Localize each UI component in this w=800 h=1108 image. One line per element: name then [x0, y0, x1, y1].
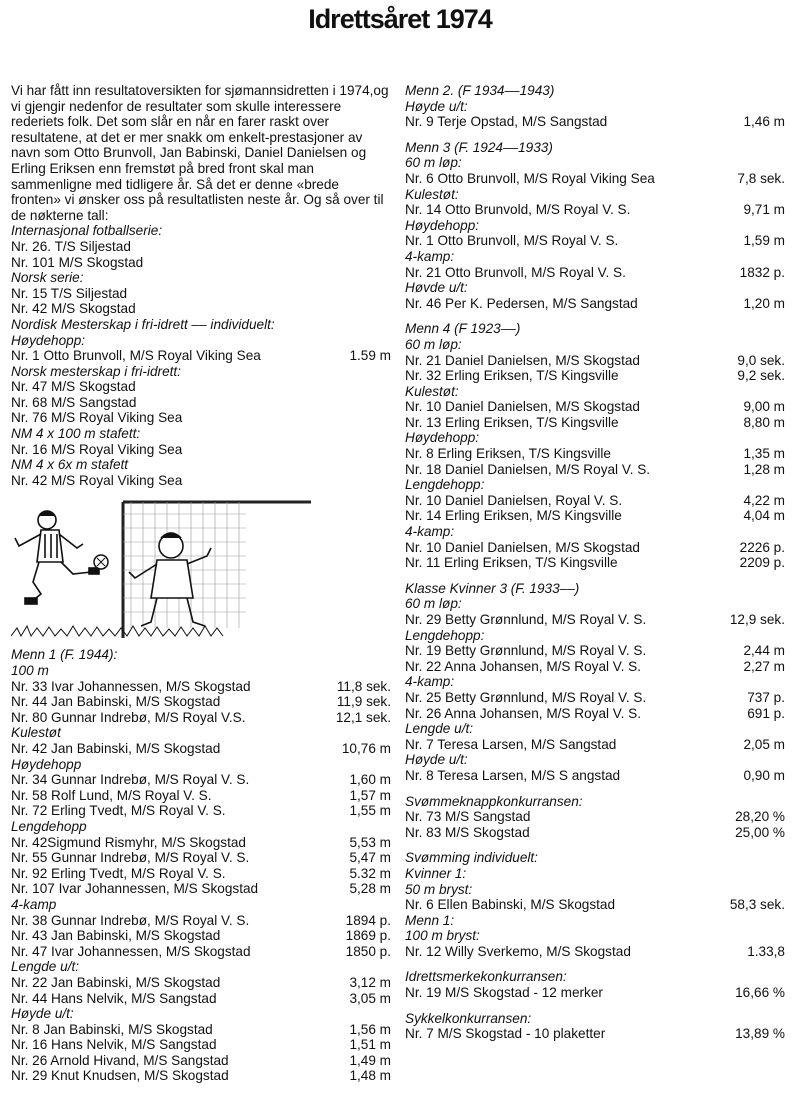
result-text: Nr. 34 Gunnar Indrebø, M/S Royal V. S. [11, 772, 250, 788]
result-value: 11,8 sek. [336, 678, 391, 694]
section-heading: Høyde u/t: [11, 1006, 74, 1022]
result-text: Nr. 8 Erling Eriksen, T/S Kingsville [405, 446, 611, 462]
result-row [11, 410, 391, 426]
result-row [405, 659, 785, 675]
result-row [405, 202, 785, 218]
result-value: 58,3 sek. [729, 897, 785, 913]
result-text: Nr. 107 Ivar Johannessen, M/S Skogstad [11, 881, 259, 897]
result-text: Nr. 76 M/S Royal Viking Sea [11, 410, 183, 426]
result-row [405, 446, 785, 462]
result-value: 1.59 m [349, 348, 391, 364]
section-heading: Høyde u/t: [405, 98, 468, 114]
result-row [405, 612, 785, 628]
result-value: 9,2 sek. [737, 368, 785, 384]
section-heading: Kulestøt: [405, 186, 459, 202]
result-block [405, 140, 785, 312]
result-row [405, 540, 785, 556]
result-row [11, 881, 391, 897]
result-text: Nr. 26. T/S Siljestad [11, 238, 131, 254]
result-row [11, 944, 391, 960]
section-heading: Lengdehopp [11, 818, 87, 834]
section-heading: Lengde u/t: [11, 959, 80, 975]
result-value: 737 p. [747, 689, 785, 705]
result-value: 1894 p. [345, 912, 391, 928]
section-heading: Svømming individuelt: [405, 850, 538, 866]
result-text: Nr. 73 M/S Sangstad [405, 809, 531, 825]
result-value: 1.33,8 [747, 943, 785, 959]
section-heading: Norsk mesterskap i fri-idrett: [11, 363, 181, 379]
left-column [11, 83, 391, 1084]
section-heading: Klasse Kvinner 3 (F. 1933––) [405, 580, 580, 596]
result-text: Nr. 7 Teresa Larsen, M/S Sangstad [405, 736, 617, 752]
result-value: 12,1 sek. [335, 709, 391, 725]
block-spacer [405, 959, 785, 969]
result-text: Nr. 8 Jan Babinski, M/S Skogstad [11, 1021, 213, 1037]
result-value: 5,47 m [349, 850, 391, 866]
result-row [405, 768, 785, 784]
result-value: 13,89 % [735, 1026, 785, 1042]
result-text: Nr. 58 Rolf Lund, M/S Royal V. S. [11, 787, 212, 803]
result-value: 8,80 m [743, 414, 785, 430]
menn1-results [11, 647, 391, 1084]
result-row [405, 944, 785, 960]
result-value: 2209 p. [739, 555, 785, 571]
result-value: 1869 p. [345, 928, 391, 944]
right-results [405, 83, 785, 1042]
section-heading: NM 4 x 100 m stafett: [11, 426, 141, 442]
result-row [405, 296, 785, 312]
result-text: Nr. 14 Erling Eriksen, M/S Kingsville [405, 508, 622, 524]
result-row [405, 415, 785, 431]
result-text: Nr. 9 Terje Opstad, M/S Sangstad [405, 114, 608, 130]
result-value: 1,60 m [349, 772, 391, 788]
section-heading: Kvinner 1: [405, 865, 467, 881]
section-heading: Idrettsmerkekonkurransen: [405, 969, 567, 985]
result-row [11, 835, 391, 851]
result-row [11, 710, 391, 726]
result-text: Nr. 19 M/S Skogstad - 12 merker [405, 985, 603, 1001]
result-row [405, 399, 785, 415]
result-value: 1,49 m [349, 1052, 391, 1068]
result-text: Nr. 19 Betty Grønnlund, M/S Royal V. S. [405, 643, 647, 659]
result-value: 4,04 m [743, 508, 785, 524]
result-block [405, 581, 785, 784]
result-text: Nr. 8 Teresa Larsen, M/S S angstad [405, 767, 621, 783]
result-block [405, 321, 785, 571]
result-text: Nr. 22 Jan Babinski, M/S Skogstad [11, 974, 221, 990]
section-heading: Høydehopp: [11, 332, 86, 348]
page-title: Idrettsåret 1974 [308, 4, 492, 34]
result-text: Nr. 14 Otto Brunvold, M/S Royal V. S. [405, 202, 631, 218]
result-value: 1,48 m [349, 1068, 391, 1084]
section-heading: 50 m bryst: [405, 881, 473, 897]
result-row [11, 395, 391, 411]
result-text: Nr. 25 Betty Grønnlund, M/S Royal V. S. [405, 689, 647, 705]
result-value: 12,9 sek. [729, 612, 785, 627]
result-value: 691 p. [747, 705, 785, 721]
result-row [11, 348, 391, 364]
result-block [405, 850, 785, 959]
result-text: Nr. 6 Ellen Babinski, M/S Skogstad [405, 897, 616, 913]
result-row [405, 493, 785, 509]
result-value: 2226 p. [739, 539, 785, 555]
section-heading: 4-kamp: [405, 674, 455, 690]
result-row [405, 114, 785, 130]
result-text: Nr. 10 Daniel Danielsen, Royal V. S. [405, 492, 623, 508]
result-value: 25,00 % [735, 824, 785, 840]
result-value: 1,55 m [349, 803, 391, 819]
section-heading: Sykkelkonkurransen: [405, 1010, 532, 1026]
result-row [405, 368, 785, 384]
section-heading: Menn 1 (F. 1944): [11, 647, 118, 663]
result-value: 9,0 sek. [737, 352, 785, 368]
result-value: 2,27 m [743, 658, 785, 674]
section-heading: Høvde u/t: [405, 280, 468, 296]
result-text: Nr. 26 Arnold Hivand, M/S Sangstad [11, 1052, 229, 1068]
result-text: Nr. 42 Jan Babinski, M/S Skogstad [11, 741, 221, 756]
result-value: 1,57 m [349, 787, 391, 803]
result-text: Nr. 46 Per K. Pedersen, M/S Sangstad [405, 295, 638, 311]
result-text: Nr. 6 Otto Brunvoll, M/S Royal Viking Sea [405, 170, 655, 186]
result-value: 28,20 % [735, 809, 785, 825]
result-block [405, 969, 785, 1000]
section-heading: Kulestøt [11, 725, 61, 741]
result-text: Nr. 72 Erling Tvedt, M/S Royal V. S. [11, 803, 226, 819]
result-text: Nr. 68 M/S Sangstad [11, 394, 137, 410]
section-heading: 60 m løp: [405, 336, 462, 352]
result-row [11, 772, 391, 788]
result-row [405, 706, 785, 722]
result-text: Nr. 29 Knut Knudsen, M/S Skogstad [11, 1068, 229, 1084]
result-text: Nr. 12 Willy Sverkemo, M/S Skogstad [405, 943, 631, 959]
result-row [11, 694, 391, 710]
result-value: 2,44 m [743, 643, 785, 659]
result-value: 10,76 m [341, 741, 391, 756]
result-row [405, 690, 785, 706]
result-row [11, 473, 391, 489]
result-row [11, 1068, 391, 1084]
section-heading: 100 m [11, 663, 49, 679]
result-row [405, 555, 785, 571]
left-results [11, 223, 391, 488]
football-illustration [11, 498, 311, 643]
block-spacer [405, 840, 785, 850]
result-row [11, 286, 391, 302]
result-text: Nr. 21 Otto Brunvoll, M/S Royal V. S. [405, 264, 626, 280]
result-text: Nr. 16 M/S Royal Viking Sea [11, 441, 183, 457]
result-row [11, 741, 391, 757]
result-text: Nr. 55 Gunnar Indrebø, M/S Royal V. S. [11, 850, 250, 866]
result-text: Nr. 38 Gunnar Indrebø, M/S Royal V. S. [11, 912, 250, 928]
result-row [11, 803, 391, 819]
result-row [405, 353, 785, 369]
result-text: Nr. 10 Daniel Danielsen, M/S Skogstad [405, 539, 640, 555]
result-text: Nr. 10 Daniel Danielsen, M/S Skogstad [405, 399, 640, 415]
result-row [11, 975, 391, 991]
result-block [405, 1011, 785, 1042]
result-row [11, 928, 391, 944]
section-heading: Kulestøt: [405, 383, 459, 399]
result-row [405, 985, 785, 1001]
result-text: Nr. 7 M/S Skogstad - 10 plaketter [405, 1026, 606, 1042]
result-text: Nr. 21 Daniel Danielsen, M/S Skogstad [405, 352, 640, 368]
result-text: Nr. 18 Daniel Danielsen, M/S Royal V. S. [405, 461, 651, 477]
result-row [405, 265, 785, 281]
result-value: 3,12 m [349, 974, 391, 990]
section-heading: Høyde u/t: [405, 752, 468, 768]
result-text: Nr. 1 Otto Brunvoll, M/S Royal V. S. [405, 233, 619, 249]
result-row [11, 788, 391, 804]
result-text: Nr. 32 Erling Eriksen, T/S Kingsville [405, 368, 619, 384]
section-heading: 60 m løp: [405, 596, 462, 612]
result-text: Nr. 29 Betty Grønnlund, M/S Royal V. S. [405, 612, 647, 627]
block-spacer [405, 130, 785, 140]
result-value: 1,20 m [743, 295, 785, 311]
result-text: Nr. 47 M/S Skogstad [11, 379, 136, 395]
result-row [11, 850, 391, 866]
result-text: Nr. 42Sigmund Rismyhr, M/S Skogstad [11, 834, 246, 850]
result-value: 5,28 m [349, 881, 391, 897]
result-row [11, 866, 391, 882]
section-heading: Norsk serie: [11, 270, 84, 286]
block-spacer [405, 311, 785, 321]
result-value: 4,22 m [743, 492, 785, 508]
result-text: Nr. 22 Anna Johansen, M/S Royal V. S. [405, 658, 642, 674]
result-value: 1,59 m [743, 233, 785, 249]
result-value: 1,51 m [349, 1037, 391, 1053]
result-row [405, 825, 785, 841]
result-row [11, 1037, 391, 1053]
section-heading: Lengdehopp: [405, 627, 485, 643]
block-spacer [405, 1001, 785, 1011]
result-text: Nr. 101 M/S Skogstad [11, 254, 144, 270]
result-row [11, 679, 391, 695]
block-spacer [405, 571, 785, 581]
result-row [11, 442, 391, 458]
result-value: 2,05 m [743, 736, 785, 752]
result-value: 5,53 m [349, 834, 391, 850]
block-spacer [405, 784, 785, 794]
result-text: Nr. 13 Erling Eriksen, T/S Kingsville [405, 414, 619, 430]
result-text: Nr. 42 M/S Royal Viking Sea [11, 472, 183, 488]
result-text: Nr. 80 Gunnar Indrebø, M/S Royal V.S. [11, 709, 246, 725]
result-row [11, 239, 391, 255]
result-row [405, 233, 785, 249]
result-value: 1,35 m [743, 446, 785, 462]
result-text: Nr. 26 Anna Johansen, M/S Royal V. S. [405, 705, 642, 721]
result-value: 7,8 sek. [737, 170, 785, 186]
result-value: 16,66 % [735, 985, 785, 1001]
result-value: 0,90 m [743, 767, 785, 783]
result-row [11, 913, 391, 929]
section-heading: Menn 3 (F. 1924––1933) [405, 139, 553, 155]
result-value: 1,28 m [743, 461, 785, 477]
result-value: 11,9 sek. [336, 694, 391, 710]
result-row [11, 991, 391, 1007]
result-value: 1,56 m [349, 1021, 391, 1037]
result-text: Nr. 1 Otto Brunvoll, M/S Royal Viking Sea [11, 348, 261, 364]
section-heading: 100 m bryst: [405, 928, 480, 944]
section-heading: 60 m løp: [405, 155, 462, 171]
result-row [405, 171, 785, 187]
result-text: Nr. 16 Hans Nelvik, M/S Sangstad [11, 1037, 217, 1053]
section-heading: Nordisk Mesterskap i fri-idrett –– individuelt: [11, 316, 275, 332]
result-row [11, 1022, 391, 1038]
section-heading: Lengdehopp: [405, 477, 485, 493]
result-text: Nr. 44 Hans Nelvik, M/S Sangstad [11, 990, 217, 1006]
result-text: Nr. 43 Jan Babinski, M/S Skogstad [11, 928, 221, 944]
section-heading: Internasjonal fotballserie: [11, 223, 163, 239]
section-heading: 4-kamp [11, 896, 57, 912]
result-text: Nr. 44 Jan Babinski, M/S Skogstad [11, 694, 221, 710]
result-text: Nr. 33 Ivar Johannessen, M/S Skogstad [11, 678, 251, 694]
section-heading: Menn 1: [405, 912, 455, 928]
right-column [405, 83, 785, 1042]
result-row [11, 255, 391, 271]
result-block [405, 794, 785, 841]
result-text: Nr. 15 T/S Siljestad [11, 285, 128, 301]
result-value: 1850 p. [345, 943, 391, 959]
section-heading: Svømmeknappkonkurransen: [405, 793, 583, 809]
result-row [405, 462, 785, 478]
section-heading: Høydehopp [11, 756, 82, 772]
section-heading: Lengde u/t: [405, 721, 474, 737]
result-value: 9,00 m [743, 399, 785, 415]
section-heading: NM 4 x 6x m stafett [11, 457, 129, 473]
result-block [405, 83, 785, 130]
result-text: Nr. 42 M/S Skogstad [11, 301, 136, 317]
result-value: 9,71 m [743, 202, 785, 218]
section-heading: 4-kamp: [405, 248, 455, 264]
section-heading: Menn 2. (F 1934––1943) [405, 83, 555, 98]
result-row [11, 379, 391, 395]
result-value: 1832 p. [739, 264, 785, 280]
section-heading: Menn 4 (F 1923––) [405, 321, 521, 337]
result-value: 5.32 m [349, 865, 391, 881]
result-value: 1,46 m [743, 114, 785, 130]
result-value: 3,05 m [349, 990, 391, 1006]
result-text: Nr. 83 M/S Skogstad [405, 824, 530, 840]
result-text: Nr. 92 Erling Tvedt, M/S Royal V. S. [11, 865, 226, 881]
result-text: Nr. 47 Ivar Johannessen, M/S Skogstad [11, 943, 251, 959]
result-row [11, 301, 391, 317]
result-row [405, 1026, 785, 1042]
result-text: Nr. 11 Erling Eriksen, T/S Kingsville [405, 555, 618, 571]
result-row [11, 1053, 391, 1069]
result-row [405, 809, 785, 825]
section-heading: Høydehopp: [405, 430, 480, 446]
result-row [405, 643, 785, 659]
section-heading: 4-kamp: [405, 524, 455, 540]
section-heading: Høydehopp: [405, 217, 480, 233]
result-row [405, 508, 785, 524]
intro-paragraph: Vi har fått inn resultatoversikten for sjømannsidretten i 1974,og vi gjengir nedenfor de resultater som skulle interessere rederiets folk. Det som slår en når en farer raskt over resultatene, at det er mer snakk om enkelt-prestasjoner av navn som Otto Brunvoll, Jan Babinski, Daniel Danielsen og Erling Eriksen enn fremstøt på bred front skal man sammenligne med tidligere år. Så det er denne «brede fronten» vi ønsker oss på resultatlisten neste år. Og så over til de nøkterne tall: [11, 83, 389, 223]
result-row [405, 897, 785, 913]
result-row [405, 737, 785, 753]
